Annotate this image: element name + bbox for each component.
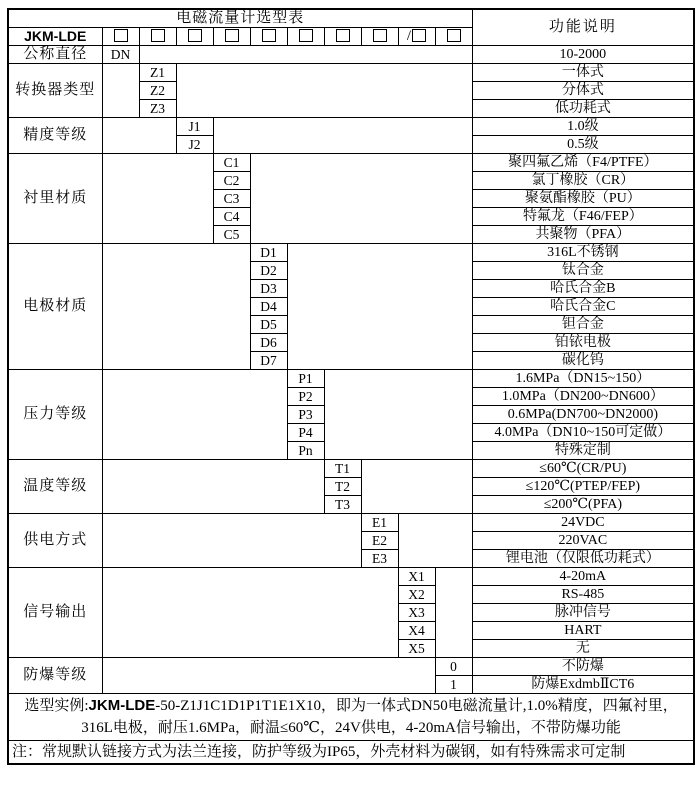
code-cell: C3 bbox=[213, 190, 250, 208]
function-column-header: 功能说明 bbox=[472, 9, 694, 46]
desc-cell: 10-2000 bbox=[472, 46, 694, 64]
checkbox-icon[interactable] bbox=[151, 29, 165, 42]
desc-cell: 0.6MPa(DN700~DN2000) bbox=[472, 406, 694, 424]
code-cell: X2 bbox=[398, 586, 435, 604]
empty-cell bbox=[324, 370, 472, 460]
checkbox-icon[interactable] bbox=[225, 29, 239, 42]
code-cell: P4 bbox=[287, 424, 324, 442]
code-cell: D7 bbox=[250, 352, 287, 370]
desc-cell: ≤60℃(CR/PU) bbox=[472, 460, 694, 478]
desc-cell: 哈氏合金C bbox=[472, 298, 694, 316]
empty-cell bbox=[102, 118, 176, 154]
code-cell: E3 bbox=[361, 550, 398, 568]
checkbox-icon[interactable] bbox=[114, 29, 128, 42]
selection-example-line1: 选型实例:JKM-LDE-50-Z1J1C1D1P1T1E1X10，即为一体式DN50电磁流量计,1.0%精度，四氟衬里， bbox=[24, 697, 678, 714]
code-box-accuracy[interactable] bbox=[176, 28, 213, 46]
code-box-electrode[interactable] bbox=[250, 28, 287, 46]
empty-cell bbox=[250, 154, 472, 244]
selection-table bbox=[7, 8, 695, 765]
empty-cell bbox=[102, 658, 435, 694]
code-cell: C4 bbox=[213, 208, 250, 226]
desc-cell: 不防爆 bbox=[472, 658, 694, 676]
checkbox-icon[interactable] bbox=[447, 29, 461, 42]
code-cell: D1 bbox=[250, 244, 287, 262]
checkbox-icon[interactable] bbox=[373, 29, 387, 42]
desc-cell: 氯丁橡胶（CR） bbox=[472, 172, 694, 190]
desc-cell: 锂电池（仅限低功耗式） bbox=[472, 550, 694, 568]
desc-cell: 4-20mA bbox=[472, 568, 694, 586]
selection-example-line2: 316L电极，耐压1.6MPa，耐温≤60℃，24V供电，4-20mA信号输出，不带防爆功能 bbox=[81, 720, 621, 736]
desc-cell: 钽合金 bbox=[472, 316, 694, 334]
code-cell: DN bbox=[102, 46, 139, 64]
footer-note: 注：常规默认链接方式为法兰连接，防护等级为IP65，外壳材料为碳钢，如有特殊需求可定制 bbox=[8, 741, 694, 765]
selection-example bbox=[8, 694, 694, 741]
checkbox-icon[interactable] bbox=[412, 29, 426, 42]
code-cell: X1 bbox=[398, 568, 435, 586]
empty-cell bbox=[102, 460, 324, 514]
empty-cell bbox=[398, 514, 472, 568]
checkbox-icon[interactable] bbox=[336, 29, 350, 42]
code-cell: D3 bbox=[250, 280, 287, 298]
empty-cell bbox=[287, 244, 472, 370]
code-cell: C1 bbox=[213, 154, 250, 172]
desc-cell: 4.0MPa（DN10~150可定做） bbox=[472, 424, 694, 442]
checkbox-icon[interactable] bbox=[262, 29, 276, 42]
desc-cell: 防爆ExdmbⅡCT6 bbox=[472, 676, 694, 694]
desc-cell: HART bbox=[472, 622, 694, 640]
code-box-power[interactable] bbox=[361, 28, 398, 46]
code-cell: Z3 bbox=[139, 100, 176, 118]
empty-cell bbox=[102, 370, 287, 460]
desc-cell: 0.5级 bbox=[472, 136, 694, 154]
code-cell: 0 bbox=[435, 658, 472, 676]
desc-cell: 钛合金 bbox=[472, 262, 694, 280]
code-cell: X5 bbox=[398, 640, 435, 658]
desc-cell: 1.0MPa（DN200~DN600） bbox=[472, 388, 694, 406]
code-cell: X4 bbox=[398, 622, 435, 640]
empty-cell bbox=[361, 460, 472, 514]
code-cell: T3 bbox=[324, 496, 361, 514]
code-cell: Pn bbox=[287, 442, 324, 460]
attribute-label: 温度等级 bbox=[8, 460, 102, 514]
desc-cell: 一体式 bbox=[472, 64, 694, 82]
empty-cell bbox=[213, 118, 472, 154]
desc-cell: 24VDC bbox=[472, 514, 694, 532]
attribute-label: 精度等级 bbox=[8, 118, 102, 154]
desc-cell: 316L不锈钢 bbox=[472, 244, 694, 262]
desc-cell: 特殊定制 bbox=[472, 442, 694, 460]
attribute-label: 信号输出 bbox=[8, 568, 102, 658]
code-cell: J1 bbox=[176, 118, 213, 136]
slash-separator: / bbox=[406, 28, 412, 44]
desc-cell: 共聚物（PFA） bbox=[472, 226, 694, 244]
table-title: 电磁流量计选型表 bbox=[8, 9, 472, 28]
attribute-label: 衬里材质 bbox=[8, 154, 102, 244]
desc-cell: 聚四氟乙烯（F4/PTFE） bbox=[472, 154, 694, 172]
desc-cell: 1.6MPa（DN15~150） bbox=[472, 370, 694, 388]
desc-cell: 脉冲信号 bbox=[472, 604, 694, 622]
attribute-label: 电极材质 bbox=[8, 244, 102, 370]
code-box-pressure[interactable] bbox=[287, 28, 324, 46]
desc-cell: 低功耗式 bbox=[472, 100, 694, 118]
desc-cell: 分体式 bbox=[472, 82, 694, 100]
code-cell: J2 bbox=[176, 136, 213, 154]
code-cell: P1 bbox=[287, 370, 324, 388]
code-cell: D5 bbox=[250, 316, 287, 334]
code-cell: C5 bbox=[213, 226, 250, 244]
attribute-label: 公称直径 bbox=[8, 46, 102, 64]
code-cell: Z2 bbox=[139, 82, 176, 100]
code-box-temperature[interactable] bbox=[324, 28, 361, 46]
empty-cell bbox=[435, 568, 472, 658]
attribute-label: 防爆等级 bbox=[8, 658, 102, 694]
desc-cell: 无 bbox=[472, 640, 694, 658]
attribute-label: 供电方式 bbox=[8, 514, 102, 568]
code-box-explosionproof[interactable] bbox=[435, 28, 472, 46]
code-box-signal[interactable] bbox=[398, 28, 435, 46]
code-cell: Z1 bbox=[139, 64, 176, 82]
desc-cell: 1.0级 bbox=[472, 118, 694, 136]
empty-cell bbox=[102, 514, 361, 568]
code-box-dn[interactable] bbox=[102, 28, 139, 46]
code-cell: P3 bbox=[287, 406, 324, 424]
desc-cell: 碳化钨 bbox=[472, 352, 694, 370]
model-prefix: JKM-LDE bbox=[8, 28, 102, 46]
example-model-prefix: JKM-LDE bbox=[88, 697, 156, 714]
desc-cell: 聚氨酯橡胶（PU） bbox=[472, 190, 694, 208]
checkbox-icon[interactable] bbox=[299, 29, 313, 42]
code-cell: D4 bbox=[250, 298, 287, 316]
code-cell: 1 bbox=[435, 676, 472, 694]
desc-cell: ≤200℃(PFA) bbox=[472, 496, 694, 514]
desc-cell: 220VAC bbox=[472, 532, 694, 550]
empty-cell bbox=[102, 154, 213, 244]
code-cell: C2 bbox=[213, 172, 250, 190]
desc-cell: RS-485 bbox=[472, 586, 694, 604]
code-box-lining[interactable] bbox=[213, 28, 250, 46]
empty-cell bbox=[102, 64, 139, 118]
empty-cell bbox=[102, 244, 250, 370]
attribute-label: 转换器类型 bbox=[8, 64, 102, 118]
code-cell: E2 bbox=[361, 532, 398, 550]
code-cell: D2 bbox=[250, 262, 287, 280]
desc-cell: ≤120℃(PTEP/FEP) bbox=[472, 478, 694, 496]
code-cell: P2 bbox=[287, 388, 324, 406]
checkbox-icon[interactable] bbox=[188, 29, 202, 42]
code-cell: T1 bbox=[324, 460, 361, 478]
code-cell: X3 bbox=[398, 604, 435, 622]
empty-cell bbox=[176, 64, 472, 118]
attribute-label: 压力等级 bbox=[8, 370, 102, 460]
code-cell: T2 bbox=[324, 478, 361, 496]
empty-cell bbox=[139, 46, 472, 64]
desc-cell: 铂铱电极 bbox=[472, 334, 694, 352]
desc-cell: 哈氏合金B bbox=[472, 280, 694, 298]
empty-cell bbox=[102, 568, 398, 658]
desc-cell: 特氟龙（F46/FEP） bbox=[472, 208, 694, 226]
code-box-converter[interactable] bbox=[139, 28, 176, 46]
code-cell: D6 bbox=[250, 334, 287, 352]
code-cell: E1 bbox=[361, 514, 398, 532]
